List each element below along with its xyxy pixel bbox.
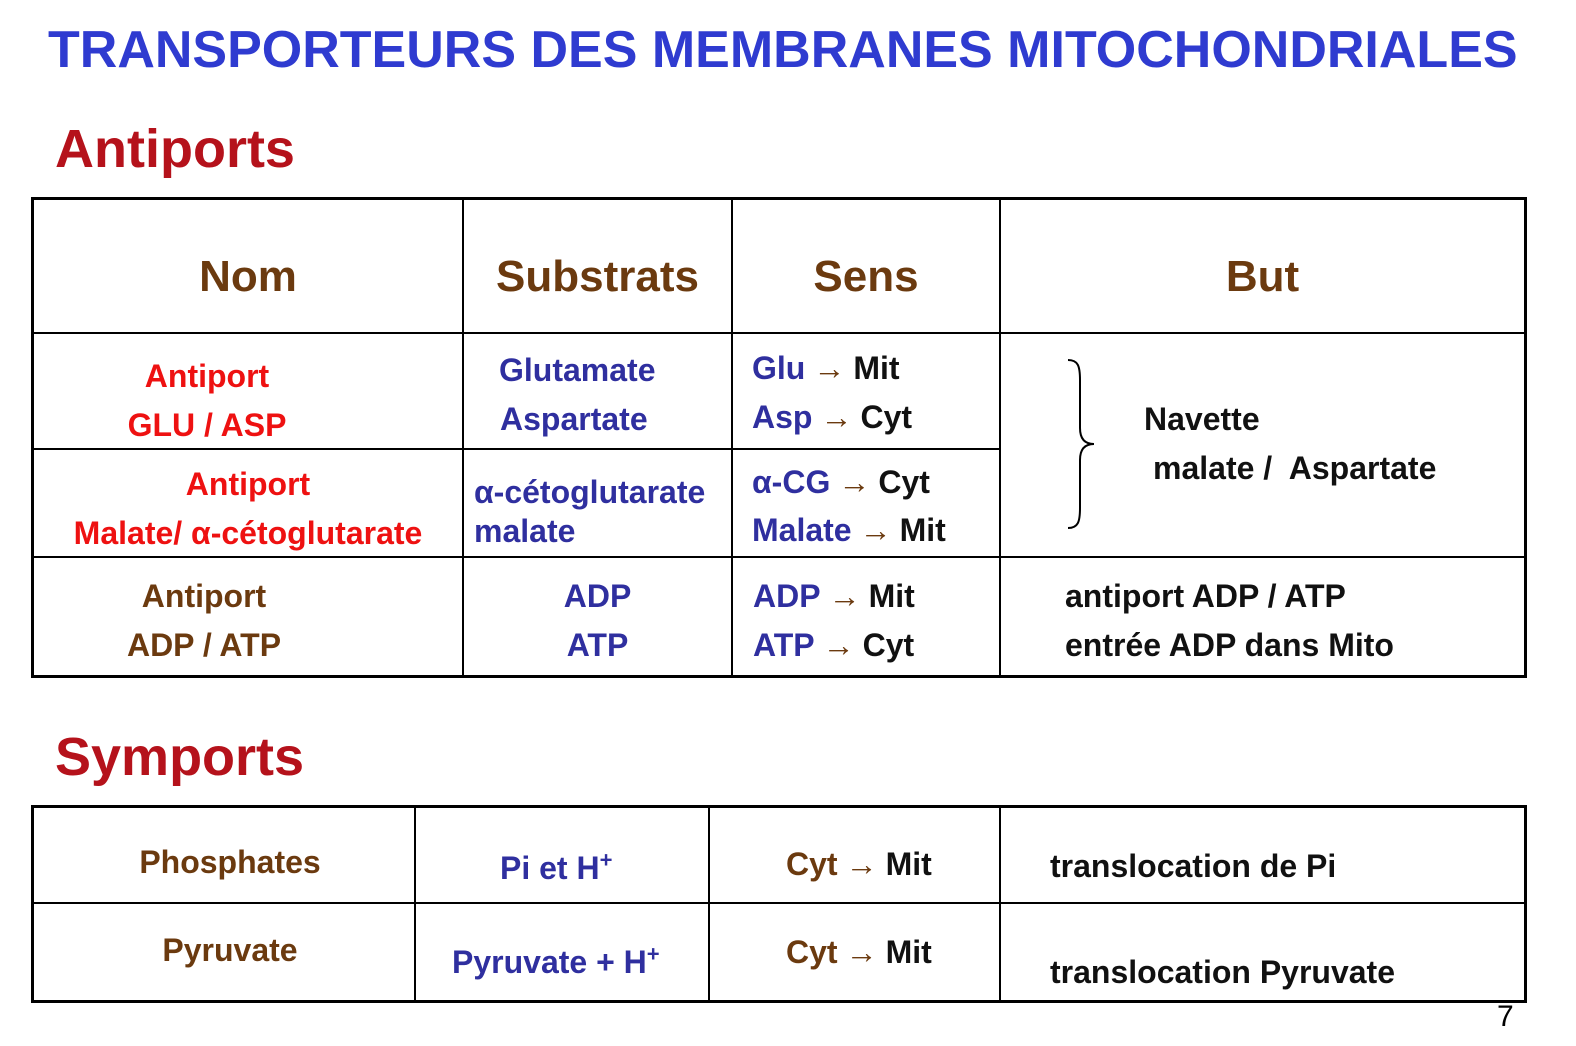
row3-but-line1: antiport ADP / ATP	[1065, 578, 1346, 614]
row2-nom-line1: Antiport	[185, 466, 311, 502]
sens-to: Cyt	[860, 399, 913, 435]
column-divider	[999, 808, 1001, 1000]
row3-substrat-1: ADP	[563, 578, 632, 614]
arrow-right-icon: →	[845, 934, 878, 970]
column-divider	[708, 808, 710, 1000]
curly-brace-icon	[1064, 358, 1098, 530]
sym-row2-nom: Pyruvate	[162, 932, 298, 968]
sym-row1-sens	[786, 848, 932, 880]
sens-to: Cyt	[862, 627, 915, 663]
row3-but-line2: entrée ADP dans Mito	[1065, 627, 1394, 663]
header-substrats: Substrats	[496, 252, 699, 301]
sym-row1-substrat	[500, 847, 613, 886]
sens-from: α-CG	[752, 464, 831, 500]
row2-substrat-1: α-cétoglutarate	[474, 474, 706, 510]
row2-sens-1	[752, 466, 930, 498]
sens-to: Mit	[885, 846, 932, 882]
shared-but-line1: Navette	[1144, 401, 1260, 437]
sens-to: Mit	[899, 512, 946, 548]
antiports-heading: Antiports	[55, 119, 295, 179]
symports-heading: Symports	[55, 727, 305, 787]
sym-row2-but: translocation Pyruvate	[1050, 954, 1395, 990]
shared-but-line2: malate / Aspartate	[1153, 450, 1437, 486]
sym-row2-substrat	[452, 941, 660, 980]
arrow-right-icon: →	[820, 399, 853, 435]
header-but: But	[1225, 252, 1300, 301]
sens-from: Malate	[752, 512, 852, 548]
row-divider	[34, 902, 1524, 904]
row-divider	[34, 448, 1001, 450]
arrow-right-icon: →	[859, 512, 892, 548]
sens-from: Asp	[752, 399, 813, 435]
row3-nom-line1: Antiport	[141, 578, 267, 614]
page-number: 7	[1497, 1000, 1514, 1033]
substrat-superscript: +	[599, 847, 613, 873]
sens-to: Cyt	[878, 464, 930, 500]
row2-nom-line2: Malate/ α-cétoglutarate	[73, 515, 423, 551]
row-divider	[34, 556, 1524, 558]
substrat-text: Pyruvate + H	[452, 944, 647, 980]
antiports-table	[31, 197, 1527, 678]
sym-row2-sens	[786, 936, 932, 968]
row1-nom-line1: Antiport	[144, 358, 270, 394]
row1-sens-1	[752, 352, 900, 384]
sens-from: ATP	[753, 627, 815, 663]
substrat-superscript: +	[646, 941, 660, 967]
sens-from: ADP	[753, 578, 821, 614]
symports-table	[31, 805, 1527, 1003]
row3-nom-line2: ADP / ATP	[126, 627, 282, 663]
arrow-right-icon: →	[845, 846, 878, 882]
row1-substrat-2: Aspartate	[500, 401, 648, 437]
row1-nom-line2: GLU / ASP	[127, 407, 287, 443]
arrow-right-icon: →	[828, 578, 861, 614]
row1-sens-2	[752, 401, 912, 433]
column-divider	[414, 808, 416, 1000]
sym-row1-but: translocation de Pi	[1050, 848, 1337, 884]
sens-from: Cyt	[786, 846, 838, 882]
sens-from: Glu	[752, 350, 806, 386]
row2-sens-2	[752, 514, 946, 546]
page-title: TRANSPORTEURS DES MEMBRANES MITOCHONDRIALES	[48, 21, 1518, 79]
sens-to: Mit	[853, 350, 900, 386]
arrow-right-icon: →	[822, 627, 855, 663]
sens-to: Mit	[885, 934, 932, 970]
sens-to: Mit	[868, 578, 915, 614]
row3-substrat-2: ATP	[566, 627, 629, 663]
sym-row1-nom: Phosphates	[139, 844, 321, 880]
row1-substrat-1: Glutamate	[499, 352, 656, 388]
substrat-text: Pi et H	[500, 850, 600, 886]
arrow-right-icon: →	[838, 464, 871, 500]
row2-substrat-2: malate	[474, 513, 576, 549]
row3-sens-2	[753, 629, 914, 661]
arrow-right-icon: →	[813, 350, 846, 386]
row3-sens-1	[753, 580, 915, 612]
header-sens: Sens	[813, 252, 919, 301]
row-divider	[34, 332, 1524, 334]
sens-from: Cyt	[786, 934, 838, 970]
header-nom: Nom	[199, 252, 297, 301]
